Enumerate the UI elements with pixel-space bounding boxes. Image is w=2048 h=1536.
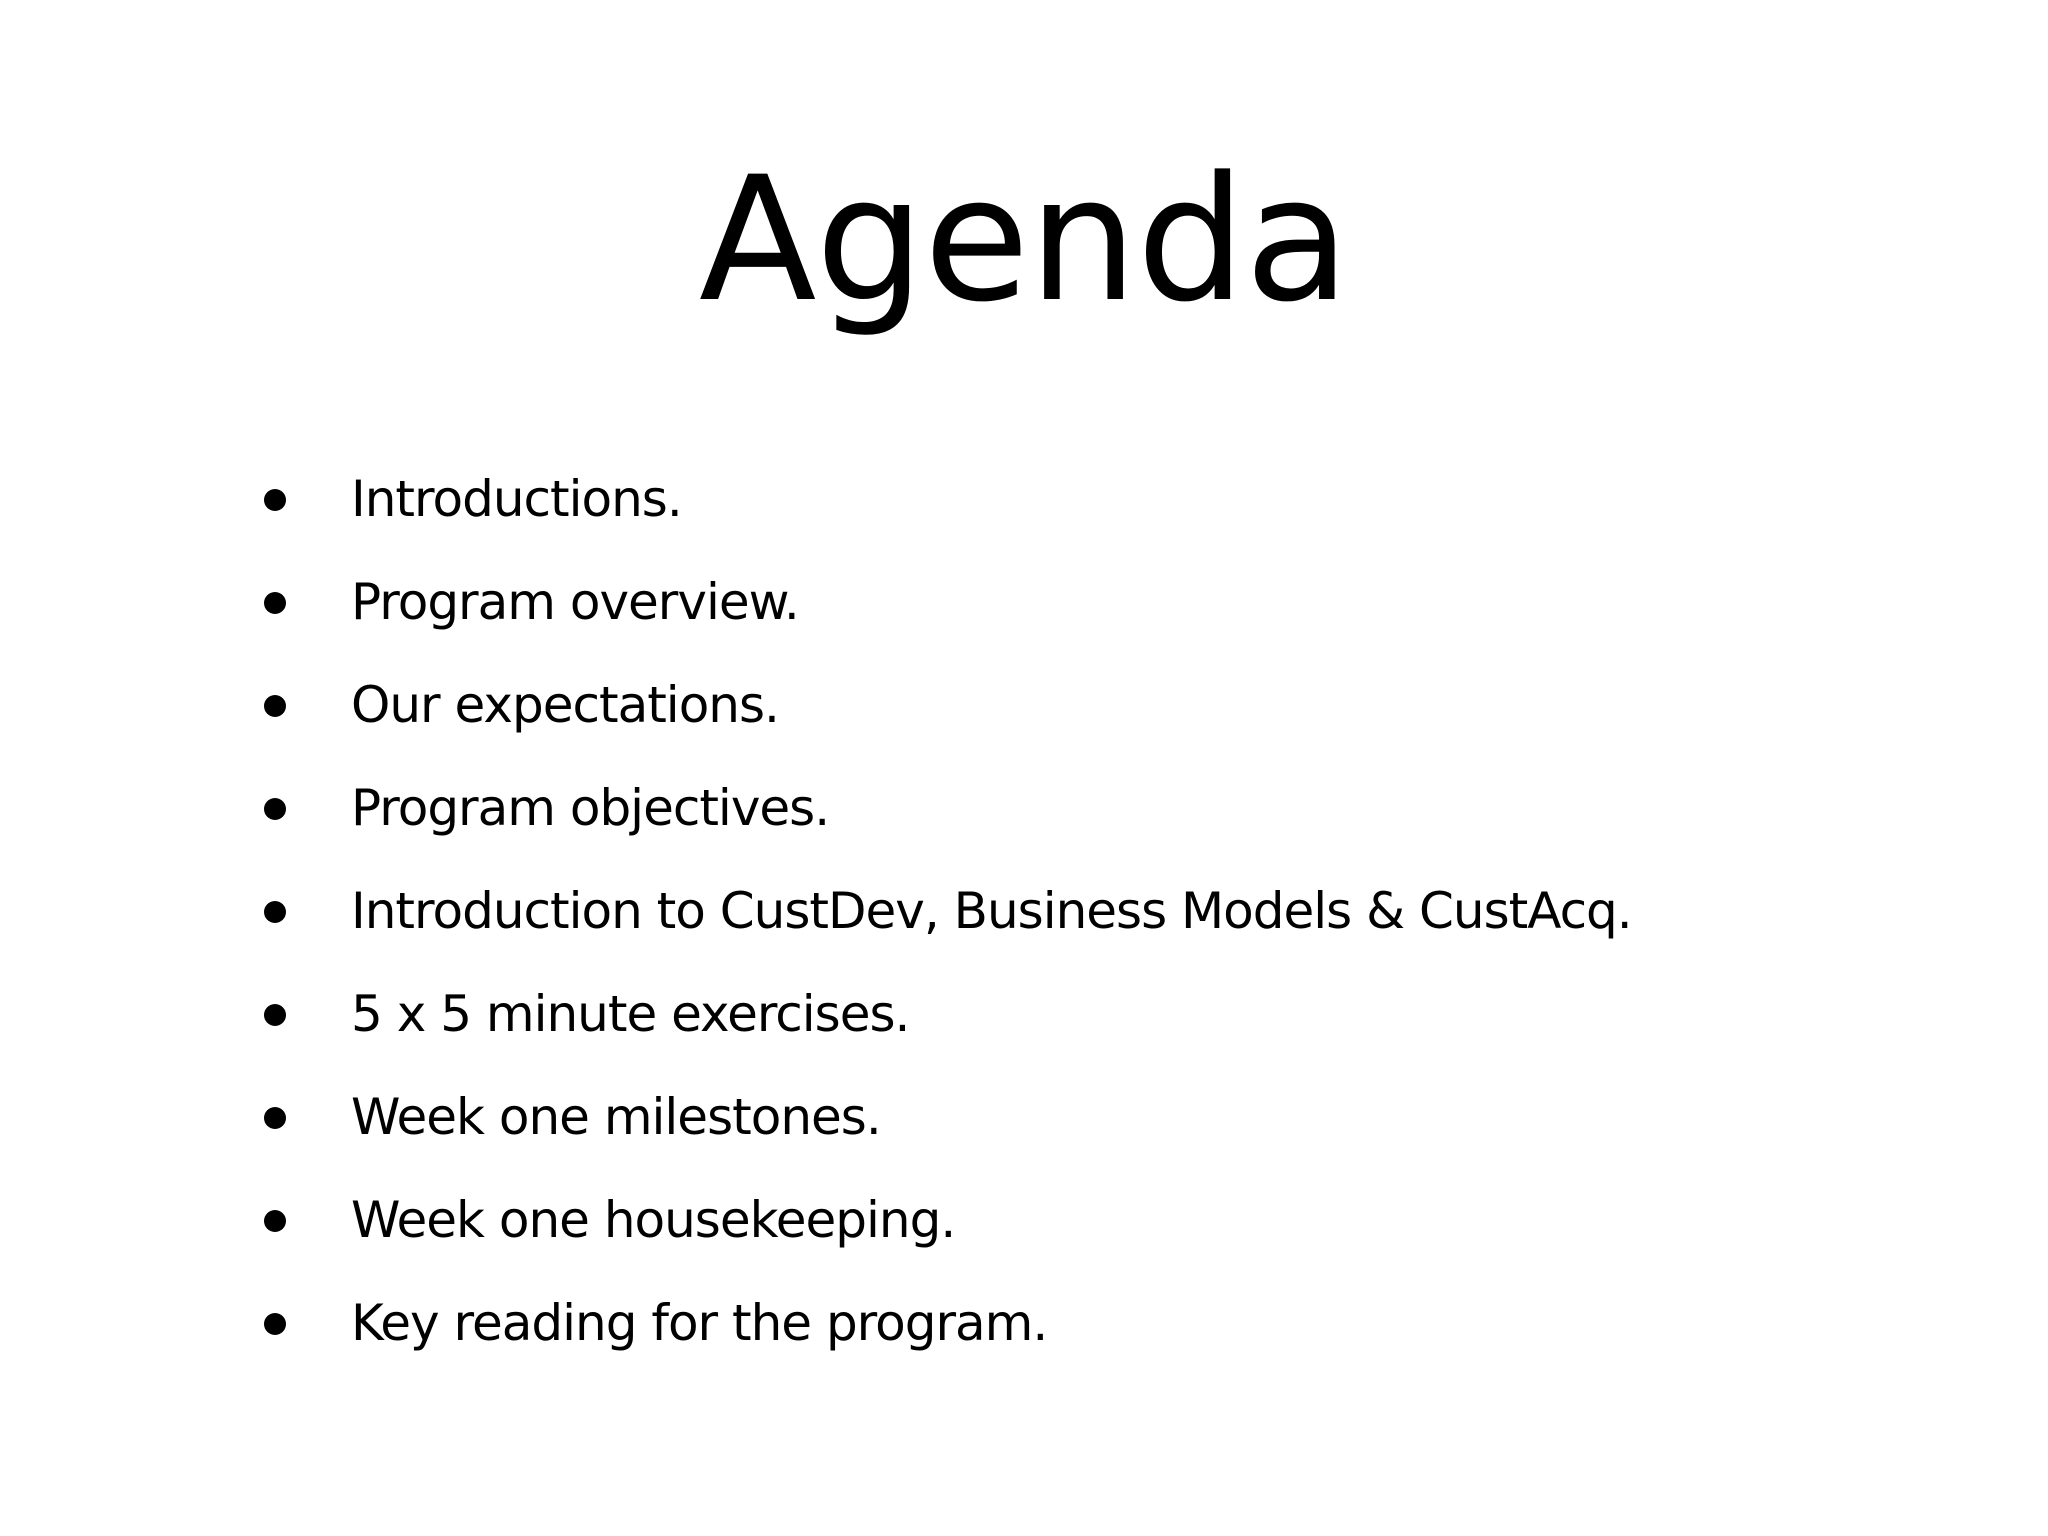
bullet-icon xyxy=(264,901,286,923)
bullet-icon xyxy=(264,798,286,820)
list-item-text: Introduction to CustDev, Business Models & CustAcq. xyxy=(351,882,1632,940)
list-item-text: Introductions. xyxy=(351,470,682,528)
list-item-text: Program objectives. xyxy=(351,779,830,837)
bullet-icon xyxy=(264,592,286,614)
bullet-icon xyxy=(264,1313,286,1335)
bullet-icon xyxy=(264,489,286,511)
list-item-text: Program overview. xyxy=(351,573,799,631)
list-item-text: Key reading for the program. xyxy=(351,1294,1048,1352)
slide-title: Agenda xyxy=(698,139,1350,340)
bullet-icon xyxy=(264,1210,286,1232)
list-item-text: Week one milestones. xyxy=(351,1088,881,1146)
list-item-text: Week one housekeeping. xyxy=(351,1191,956,1249)
list-item-text: 5 x 5 minute exercises. xyxy=(351,985,910,1043)
bullet-icon xyxy=(264,695,286,717)
bullet-icon xyxy=(264,1004,286,1026)
list-item-text: Our expectations. xyxy=(351,676,779,734)
bullet-icon xyxy=(264,1107,286,1129)
